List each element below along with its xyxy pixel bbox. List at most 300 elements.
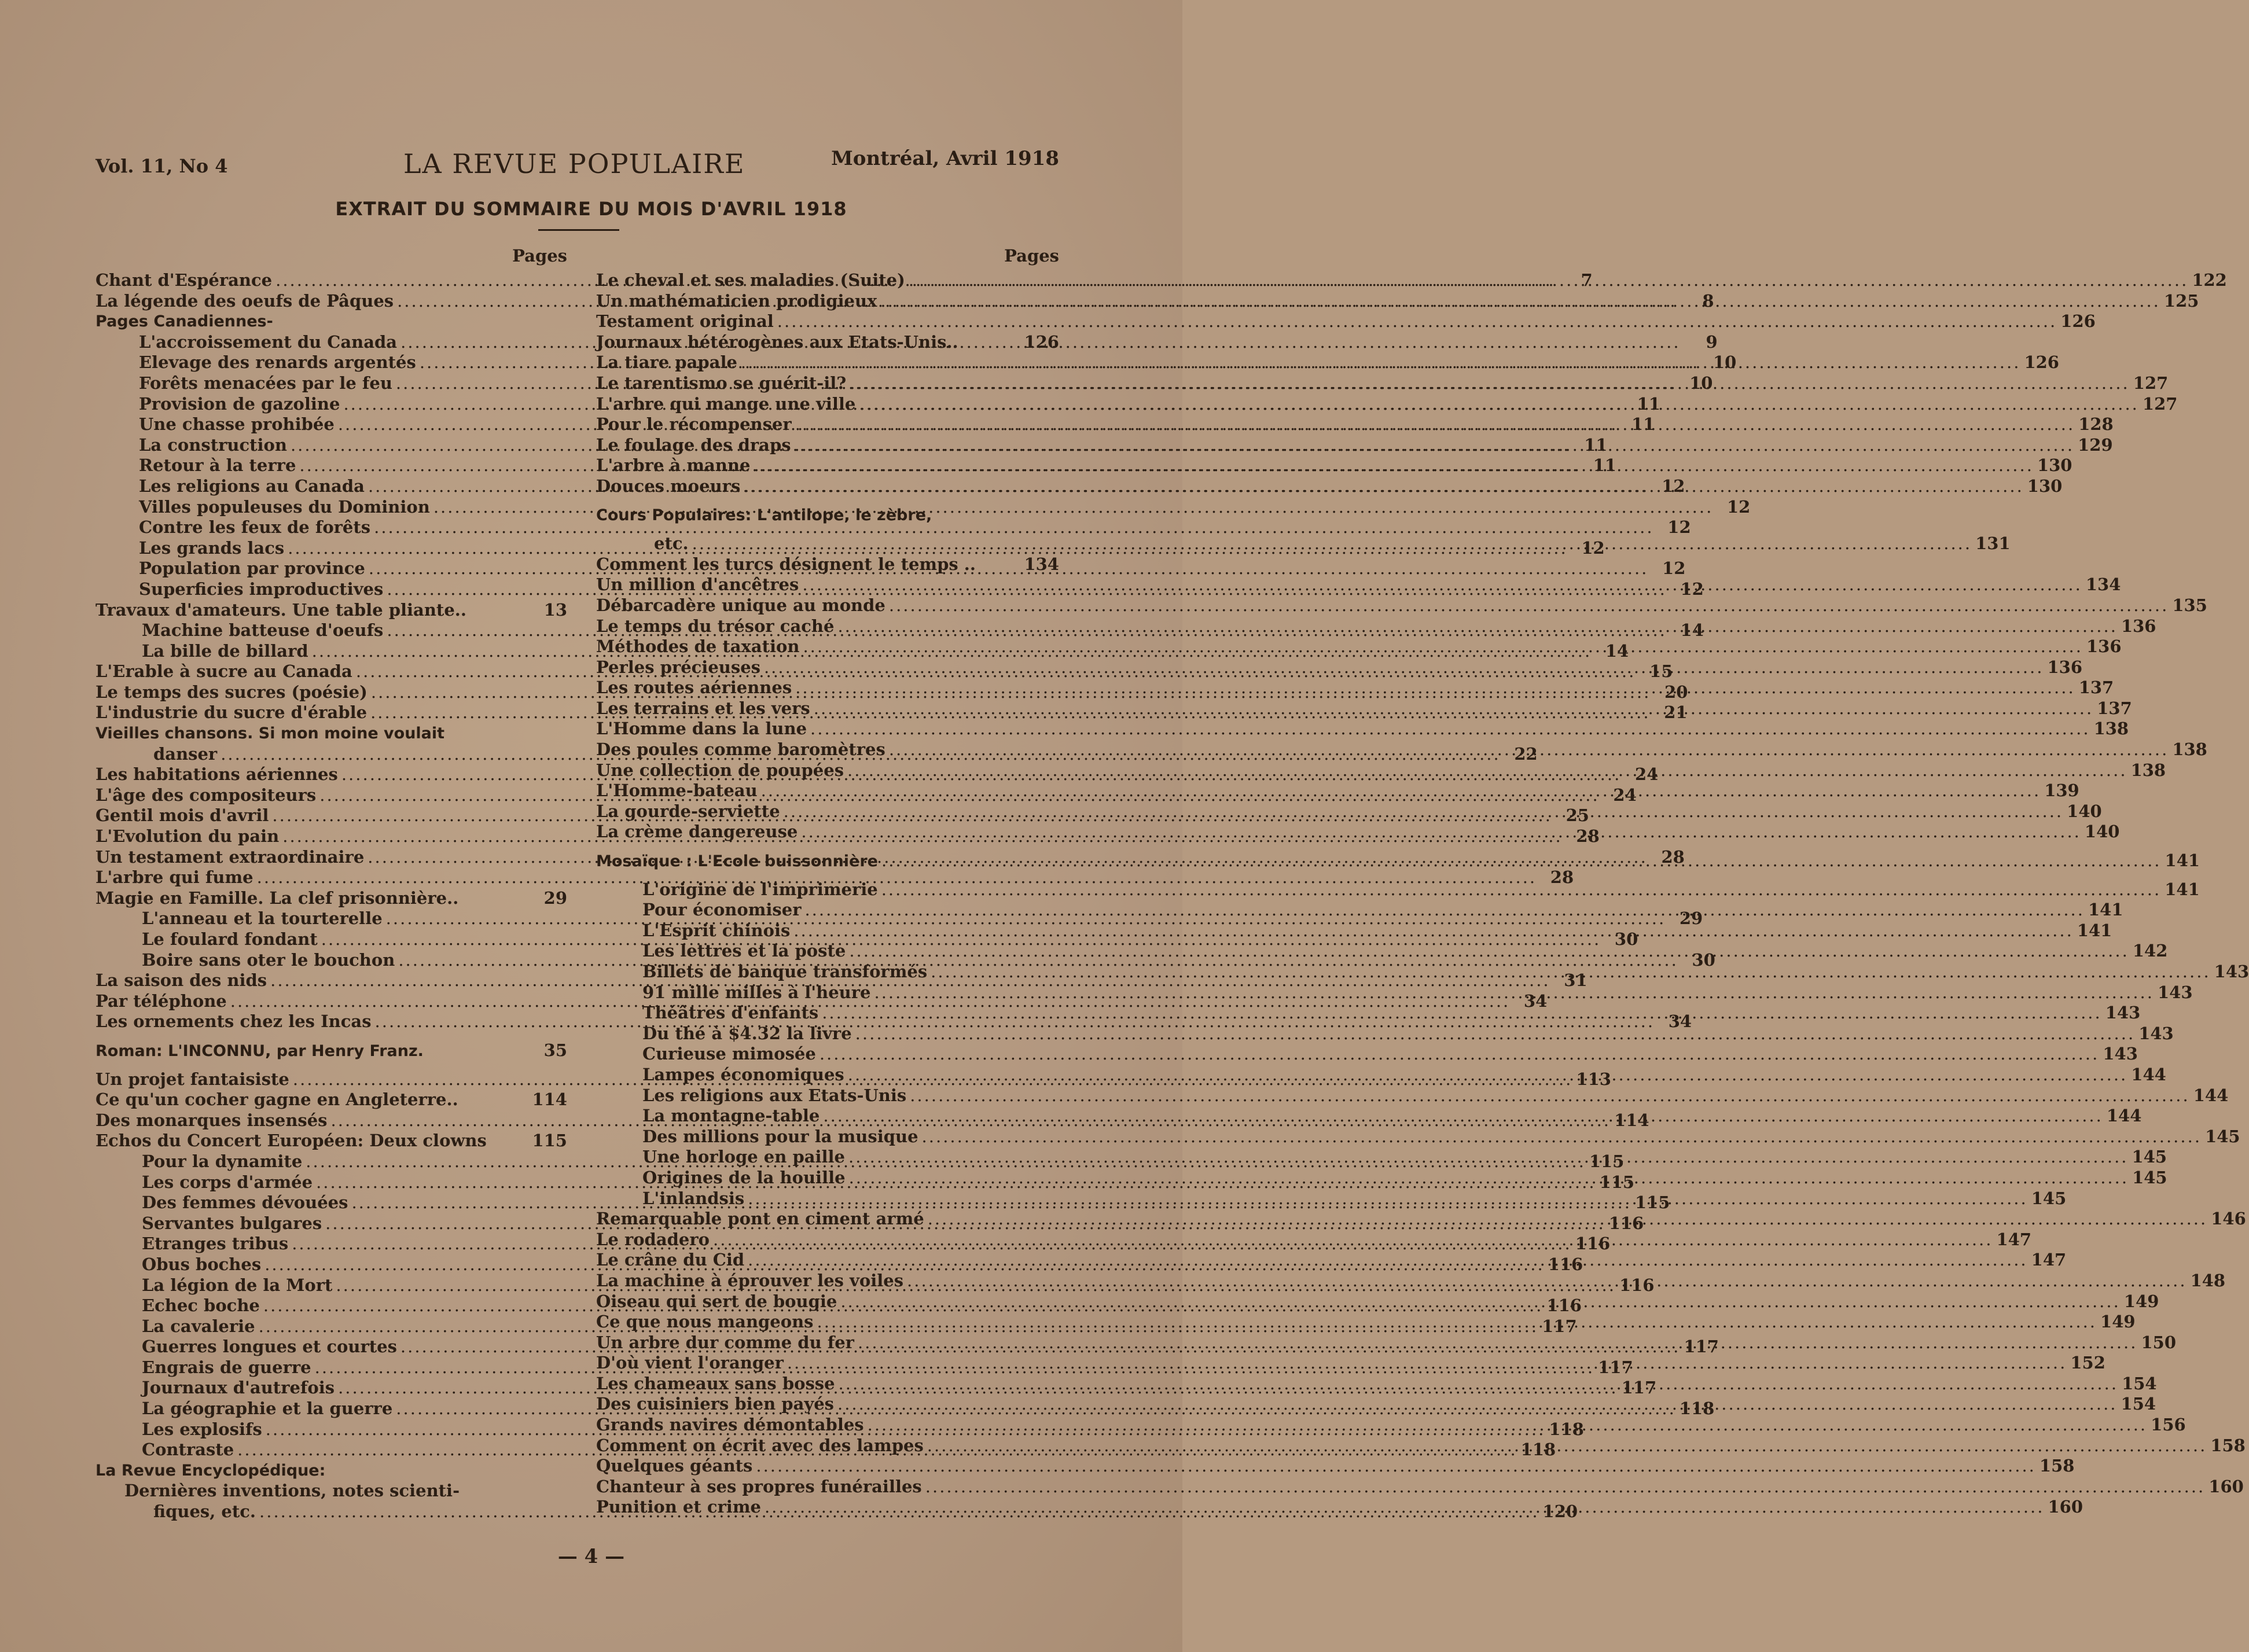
dot-leader: [849, 1168, 2129, 1189]
entry-page-number: 34: [1668, 1011, 1692, 1032]
dot-leader: [858, 1333, 2138, 1353]
contents-entry: [596, 332, 1059, 353]
entry-page-number: 143: [2158, 982, 2193, 1002]
entry-title: Guerres longues et courtes: [142, 1337, 397, 1357]
entry-title: Les religions au Canada: [139, 476, 365, 496]
entry-page-number: 28: [1550, 867, 1574, 888]
entry-title: Les routes aériennes: [596, 678, 792, 698]
entry-title: Travaux d'amateurs. Une table pliante..: [95, 599, 466, 620]
dot-leader: [881, 851, 2162, 871]
entry-page-number: 143: [2138, 1023, 2174, 1043]
entry-title: Par téléphone: [95, 991, 227, 1011]
entry-title: La bille de billard: [142, 641, 308, 661]
dot-leader: [928, 1209, 2208, 1230]
entry-title: L'arbre qui mange une ville: [596, 393, 856, 414]
entry-page-number: 12: [1667, 517, 1691, 538]
entry-title: Une collection de poupées: [596, 760, 844, 780]
entry-page-number: 117: [1684, 1337, 1719, 1357]
entry-title: L'Homme dans la lune: [596, 719, 807, 739]
entry-page-number: 145: [2031, 1188, 2067, 1208]
contents-entry: [596, 879, 2200, 900]
entry-title: fiques, etc.: [153, 1502, 256, 1522]
entry-page-number: 34: [1523, 991, 1548, 1011]
entry-title: Comment les turcs désignent le temps ..: [596, 554, 976, 574]
entry-title: Lampes économiques: [642, 1064, 844, 1084]
entry-page-number: 141: [2077, 920, 2112, 940]
entry-page-number: 148: [2190, 1270, 2226, 1290]
entry-page-number: 135: [2172, 595, 2207, 615]
entry-title: Le foulage des draps: [596, 435, 791, 455]
dot-leader: [848, 1147, 2129, 1168]
dot-leader: [868, 1415, 2148, 1436]
entry-title: Population par province: [139, 558, 365, 579]
entry-title: Journaux d'autrefois: [142, 1378, 335, 1398]
entry-title: etc.: [654, 534, 689, 554]
dot-leader: [922, 1127, 2202, 1147]
entry-page-number: 11: [1637, 393, 1660, 414]
entry-page-number: 137: [2078, 678, 2114, 698]
contents-entry: [596, 311, 2096, 332]
entry-page-number: 15: [1649, 661, 1673, 682]
entry-page-number: 13: [543, 599, 567, 620]
entry-title: Une horloge en paille: [642, 1147, 846, 1167]
dot-leader: [840, 1292, 2121, 1312]
entry-page-number: 117: [1621, 1378, 1657, 1398]
entry-page-number: 130: [2037, 455, 2072, 476]
dot-leader: [820, 1044, 2100, 1065]
contents-entry: [596, 1085, 2229, 1106]
entry-page-number: 117: [1598, 1357, 1633, 1377]
entry-page-number: 158: [2210, 1435, 2246, 1455]
entry-page-number: 28: [1576, 826, 1600, 847]
entry-page-number: 12: [1581, 538, 1605, 558]
dot-leader: [850, 373, 2130, 394]
entry-title: La cavalerie: [142, 1316, 255, 1336]
entry-page-number: 129: [2078, 435, 2113, 455]
entry-title: Comment on écrit avec des lampes: [596, 1435, 924, 1455]
entry-page-number: 136: [2121, 616, 2156, 636]
entry-page-number: 118: [1520, 1440, 1556, 1460]
entry-page-number: 29: [1679, 908, 1703, 929]
entry-page-number: 31: [1564, 970, 1587, 991]
entry-page-number: 138: [2130, 760, 2166, 780]
dot-leader: [748, 1250, 2028, 1271]
entry-title: Pour économiser: [642, 900, 802, 920]
entry-page-number: 14: [1680, 620, 1704, 641]
entry-page-number: 115: [1634, 1193, 1670, 1213]
entry-page-number: 145: [2205, 1126, 2240, 1146]
entry-title: Forêts menacées par le feu: [139, 373, 392, 393]
entry-title: Le temps du trésor caché: [596, 616, 835, 636]
entry-title: La légion de la Mort: [142, 1275, 333, 1295]
entry-page-number: 7: [1581, 270, 1593, 290]
entry-title: Chant d'Espérance: [95, 270, 273, 290]
entry-title: La gourde-serviette: [596, 801, 780, 821]
dot-leader: [754, 455, 2034, 476]
contents-entry: [596, 1476, 2244, 1498]
entry-title: Pour la dynamite: [142, 1151, 303, 1171]
issue-date: Montréal, Avril 1918: [831, 147, 1059, 170]
dot-leader: [837, 616, 2118, 637]
dot-leader: [889, 595, 2169, 616]
contents-entry: [596, 1456, 2075, 1477]
entry-title: Echec boche: [142, 1296, 260, 1316]
entry-title: Le crâne du Cid: [596, 1250, 745, 1270]
entry-page-number: 116: [1608, 1213, 1644, 1233]
entry-page-number: 137: [2097, 698, 2132, 718]
entry-page-number: 147: [1996, 1229, 2032, 1249]
dot-leader: [756, 1456, 2036, 1477]
contents-entry: [95, 723, 567, 744]
dot-leader: [874, 983, 2154, 1003]
entry-title: L'âge des compositeurs: [95, 785, 317, 805]
entry-title: Le rodadero: [596, 1229, 710, 1249]
entry-title: Les religions aux Etats-Unis: [642, 1085, 907, 1105]
entry-page-number: 160: [2208, 1476, 2244, 1496]
entry-title: Du thé à $4.32 la livre: [642, 1023, 852, 1043]
entry-title: Obus boches: [142, 1254, 262, 1274]
entry-title: La construction: [139, 435, 287, 455]
entry-page-number: 136: [2086, 636, 2122, 657]
dot-leader: [880, 291, 2160, 312]
entry-title: Un projet fantaisiste: [95, 1069, 289, 1089]
entry-page-number: 144: [2106, 1106, 2142, 1126]
entry-page-number: 115: [1599, 1172, 1635, 1192]
entry-page-number: 125: [2163, 290, 2199, 311]
entry-page-number: 138: [2172, 739, 2207, 760]
dot-leader: [713, 1230, 1993, 1250]
contents-entry: [95, 1131, 567, 1151]
volume-number: Vol. 11, No 4: [95, 155, 228, 177]
entry-page-number: 10: [1713, 352, 1737, 373]
entry-title: D'où vient l'oranger: [596, 1353, 784, 1373]
entry-page-number: 24: [1613, 785, 1637, 805]
entry-page-number: 149: [2100, 1312, 2136, 1332]
contents-entry: [596, 290, 2199, 312]
entry-title: La machine à éprouver les voiles: [596, 1270, 904, 1290]
entry-title: Magie en Famille. La clef prisonnière..: [95, 888, 459, 908]
entry-title: Contre les feux de forêts: [139, 517, 371, 538]
contents-entry: [95, 1040, 567, 1061]
entry-page-number: 24: [1634, 764, 1659, 785]
contents-entry: [596, 1044, 2138, 1065]
entry-title: Origines de la houille: [642, 1167, 846, 1187]
entry-page-number: 145: [2132, 1167, 2167, 1187]
dot-leader: [793, 921, 2074, 941]
entry-title: Echos du Concert Européen: Deux clowns: [95, 1131, 487, 1151]
dot-leader: [777, 311, 2057, 332]
entry-title: Un million d'ancêtres: [596, 575, 799, 595]
entry-page-number: 35: [543, 1040, 567, 1060]
entry-title: Les lettres et la poste: [642, 941, 846, 961]
entry-title: Mosaïque : L'Ecole buissonnière: [596, 852, 878, 871]
entry-title: Une chasse prohibée: [139, 414, 335, 435]
entry-page-number: 113: [1576, 1069, 1611, 1089]
entry-title: Le tarentismo se guérit-il?: [596, 373, 847, 393]
entry-title: Le cheval et ses maladies (Suite): [596, 270, 905, 290]
dot-leader: [764, 657, 2044, 678]
entry-title: Servantes bulgares: [142, 1213, 322, 1233]
contents-entry: [596, 719, 2129, 739]
entry-title: Les habitations aériennes: [95, 764, 338, 785]
dot-leader: [802, 575, 2082, 595]
dot-leader: [889, 739, 2169, 760]
entry-title: Dernières inventions, notes scienti-: [124, 1481, 460, 1501]
entry-title: Elevage des renards argentés: [139, 352, 416, 373]
entry-page-number: 142: [2132, 941, 2168, 961]
entry-page-number: 29: [543, 888, 567, 908]
contents-entry: [95, 888, 567, 909]
dot-leader: [910, 1086, 2190, 1106]
contents-entry: [95, 600, 567, 621]
entry-page-number: 143: [2214, 962, 2249, 981]
entry-page-number: 154: [2121, 1394, 2156, 1414]
entry-page-number: 11: [1631, 414, 1655, 435]
entry-title: L'Homme-bateau: [596, 781, 758, 801]
entry-page-number: 116: [1619, 1275, 1655, 1295]
entry-page-number: 11: [1593, 455, 1616, 476]
contents-entry: [95, 1481, 567, 1502]
entry-title: L'origine de l'imprimerie: [642, 879, 878, 899]
entry-title: Des poules comme baromètres: [596, 739, 885, 760]
entry-title: Roman: L'INCONNU, par Henry Franz.: [95, 1042, 424, 1060]
entry-page-number: 21: [1664, 702, 1688, 723]
entry-page-number: 12: [1680, 579, 1704, 599]
entry-page-number: 20: [1664, 682, 1688, 702]
entry-page-number: 11: [1584, 435, 1608, 455]
entry-page-number: 122: [2192, 270, 2227, 290]
dot-leader: [784, 801, 2064, 822]
entry-title: L'accroissement du Canada: [139, 332, 398, 352]
entry-title: La légende des oeufs de Pâques: [95, 290, 394, 311]
entry-page-number: 117: [1542, 1316, 1577, 1336]
entry-title: L'arbre qui fume: [95, 867, 253, 888]
entry-page-number: 9: [1706, 332, 1718, 352]
entry-page-number: 25: [1566, 805, 1589, 826]
entry-page-number: 127: [2142, 393, 2178, 414]
entry-title: L'industrie du sucre d'érable: [95, 702, 368, 723]
entry-page-number: 141: [2165, 851, 2200, 871]
entry-page-number: 154: [2122, 1373, 2157, 1393]
dot-leader: [761, 781, 2041, 801]
pages-label: Pages: [512, 246, 567, 266]
contents-entry: [95, 867, 1574, 888]
dot-leader: [881, 880, 2162, 900]
dot-leader: [801, 822, 2081, 842]
entry-page-number: 128: [2078, 414, 2114, 435]
dot-leader: [741, 352, 2021, 373]
contents-entry: [95, 1090, 567, 1110]
page-header: [95, 145, 1059, 179]
dot-leader: [848, 1065, 2128, 1086]
entry-title: Pages Canadiennes-: [95, 312, 273, 331]
entry-page-number: 116: [1575, 1234, 1611, 1254]
dot-leader: [859, 394, 2139, 415]
dot-leader: [804, 900, 2085, 921]
magazine-title: LA REVUE POPULAIRE: [403, 148, 745, 179]
entry-page-number: 144: [2193, 1085, 2229, 1105]
entry-page-number: 138: [2093, 719, 2129, 739]
dot-leader: [795, 435, 2075, 456]
entry-title: Des cuisiniers bien payés: [596, 1394, 834, 1414]
entry-title: Quelques géants: [596, 1456, 753, 1476]
entry-title: Les chameaux sans bosse: [596, 1373, 835, 1393]
entry-title: Un testament extraordinaire: [95, 847, 365, 867]
entry-title: L'anneau et la tourterelle: [142, 908, 383, 929]
entry-page-number: 143: [2103, 1044, 2138, 1064]
entry-title: L'Esprit chinois: [642, 920, 791, 940]
entry-page-number: 149: [2123, 1291, 2159, 1311]
page-number: — 4 —: [557, 1545, 625, 1568]
pages-label: Pages: [1004, 246, 1059, 266]
dot-leader: [803, 636, 2083, 657]
entry-title: Les corps d'armée: [142, 1172, 313, 1192]
entry-page-number: 144: [2131, 1064, 2166, 1084]
dot-leader: [692, 534, 1972, 554]
contents-heading: EXTRAIT DU SOMMAIRE DU MOIS D'AVRIL 1918: [335, 198, 847, 220]
dot-leader: [823, 1106, 2103, 1127]
dot-leader: [849, 941, 2129, 962]
entry-page-number: 12: [1662, 476, 1685, 496]
entry-title: Ce que nous mangeons: [596, 1312, 814, 1332]
entry-title: Théâtres d'enfants: [642, 1003, 819, 1023]
entry-title: Oiseau qui sert de bougie: [596, 1291, 837, 1311]
entry-page-number: 115: [1589, 1151, 1625, 1171]
entry-title: Superficies improductives: [139, 579, 384, 599]
entry-title: Curieuse mimosée: [642, 1044, 816, 1064]
entry-title: L'arbre à manne: [596, 455, 751, 476]
entry-title: danser: [153, 744, 218, 764]
entry-page-number: 22: [1514, 744, 1538, 764]
dot-leader: [847, 760, 2127, 781]
entry-page-number: 12: [1662, 558, 1686, 579]
entry-page-number: 134: [2085, 575, 2121, 595]
entry-page-number: 141: [2088, 900, 2123, 920]
contents-entry: [596, 1023, 2174, 1044]
entry-page-number: 143: [2105, 1003, 2141, 1023]
entry-page-number: 114: [1614, 1110, 1649, 1130]
contents-entry: [596, 595, 2207, 616]
entry-page-number: 28: [1661, 847, 1685, 867]
entry-title: Cours Populaires: L'antilope, le zèbre,: [596, 506, 932, 524]
entry-title: Débarcadère unique au monde: [596, 595, 885, 615]
entry-title: La crème dangereuse: [596, 822, 798, 842]
dot-leader: [795, 678, 2075, 698]
entry-page-number: 30: [1614, 929, 1638, 949]
entry-title: Chanteur à ses propres funérailles: [596, 1476, 922, 1496]
entry-title: Retour à la terre: [139, 455, 296, 476]
dot-leader: [765, 1497, 2045, 1518]
entry-page-number: 134: [1024, 554, 1059, 574]
entry-title: Un arbre dur comme du fer: [596, 1332, 854, 1352]
entry-title: Douces moeurs: [596, 476, 741, 496]
entry-page-number: 136: [2047, 657, 2083, 677]
dot-leader: [817, 1312, 2097, 1333]
entry-page-number: 14: [1605, 641, 1629, 661]
entry-title: Remarquable pont en ciment armé: [596, 1209, 924, 1229]
entry-title: Contraste: [142, 1440, 234, 1460]
entry-page-number: 160: [2048, 1497, 2083, 1517]
contents-entry: [596, 554, 1059, 575]
entry-page-number: 126: [1024, 332, 1059, 352]
entry-title: Un mathématicien prodigieux: [596, 290, 877, 311]
entry-title: Vieilles chansons. Si mon moine voulait: [95, 724, 445, 743]
entry-page-number: 126: [2060, 311, 2096, 332]
entry-page-number: 116: [1546, 1296, 1582, 1316]
entry-title: 91 mille milles à l'heure: [642, 982, 871, 1002]
entry-title: Le foulard fondant: [142, 929, 318, 949]
entry-title: Les terrains et les vers: [596, 698, 810, 718]
entry-page-number: 140: [2084, 822, 2120, 842]
entry-page-number: 114: [532, 1090, 567, 1110]
entry-title: Gentil mois d'avril: [95, 805, 269, 826]
heading-rule: [538, 229, 619, 231]
dot-leader: [839, 1374, 2119, 1395]
dot-leader: [927, 1436, 2207, 1456]
dot-leader: [744, 476, 2024, 497]
dot-leader: [907, 1271, 2187, 1292]
entry-page-number: 131: [1975, 534, 2011, 554]
entry-page-number: 126: [2024, 352, 2059, 373]
entry-title: Billets de banque transformés: [642, 962, 928, 981]
entry-title: Pour le récompenser: [596, 414, 792, 435]
dot-leader: [795, 414, 2075, 435]
entry-title: L'Erable à sucre au Canada: [95, 661, 352, 682]
entry-title: Méthodes de taxation: [596, 636, 800, 657]
contents-entry: [95, 1460, 567, 1481]
entry-title: Ce qu'un cocher gagne en Angleterre..: [95, 1090, 458, 1110]
contents-entry: [95, 517, 1691, 538]
entry-page-number: 130: [2027, 476, 2063, 496]
entry-title: Des femmes dévouées: [142, 1193, 348, 1213]
entry-page-number: 115: [532, 1131, 567, 1151]
dot-leader: [787, 1353, 2067, 1374]
entry-title: Boire sans oter le bouchon: [142, 950, 395, 970]
entry-title: La montagne-table: [642, 1106, 820, 1126]
entry-page-number: 152: [2070, 1353, 2105, 1373]
contents-entry: [596, 270, 2227, 291]
entry-page-number: 116: [1548, 1254, 1583, 1274]
entry-page-number: 156: [2151, 1415, 2186, 1435]
entry-title: Le temps des sucres (poésie): [95, 682, 368, 702]
entry-title: La saison des nids: [95, 970, 267, 991]
dot-leader: [814, 698, 2094, 719]
dot-leader: [748, 1189, 2028, 1209]
dot-leader: [931, 962, 2211, 983]
entry-title: Grands navires démontables: [596, 1415, 864, 1435]
entry-page-number: 141: [2165, 879, 2200, 899]
entry-title: La tiare papale: [596, 352, 737, 373]
contents-entry: [596, 1126, 2240, 1147]
entry-title: Journaux hétérogènes aux Etats-Unis..: [596, 332, 958, 352]
entry-title: Engrais de guerre: [142, 1357, 311, 1377]
contents-entry: [596, 505, 1059, 526]
entry-title: Perles précieuses: [596, 657, 760, 677]
entry-title: Etranges tribus: [142, 1234, 289, 1254]
contents-entry: [95, 311, 567, 332]
dot-leader: [855, 1024, 2136, 1044]
entry-page-number: 140: [2067, 801, 2102, 821]
dot-leader: [909, 270, 2189, 291]
entry-title: Des monarques insensés: [95, 1110, 328, 1130]
entry-title: Les ornements chez les Incas: [95, 1011, 372, 1032]
entry-title: Punition et crime: [596, 1497, 761, 1517]
entry-page-number: 145: [2132, 1147, 2167, 1167]
entry-title: Machine batteuse d'oeufs: [142, 620, 384, 641]
entry-title: La Revue Encyclopédique:: [95, 1461, 326, 1480]
dot-leader: [810, 719, 2090, 739]
dot-leader: [925, 1477, 2206, 1498]
